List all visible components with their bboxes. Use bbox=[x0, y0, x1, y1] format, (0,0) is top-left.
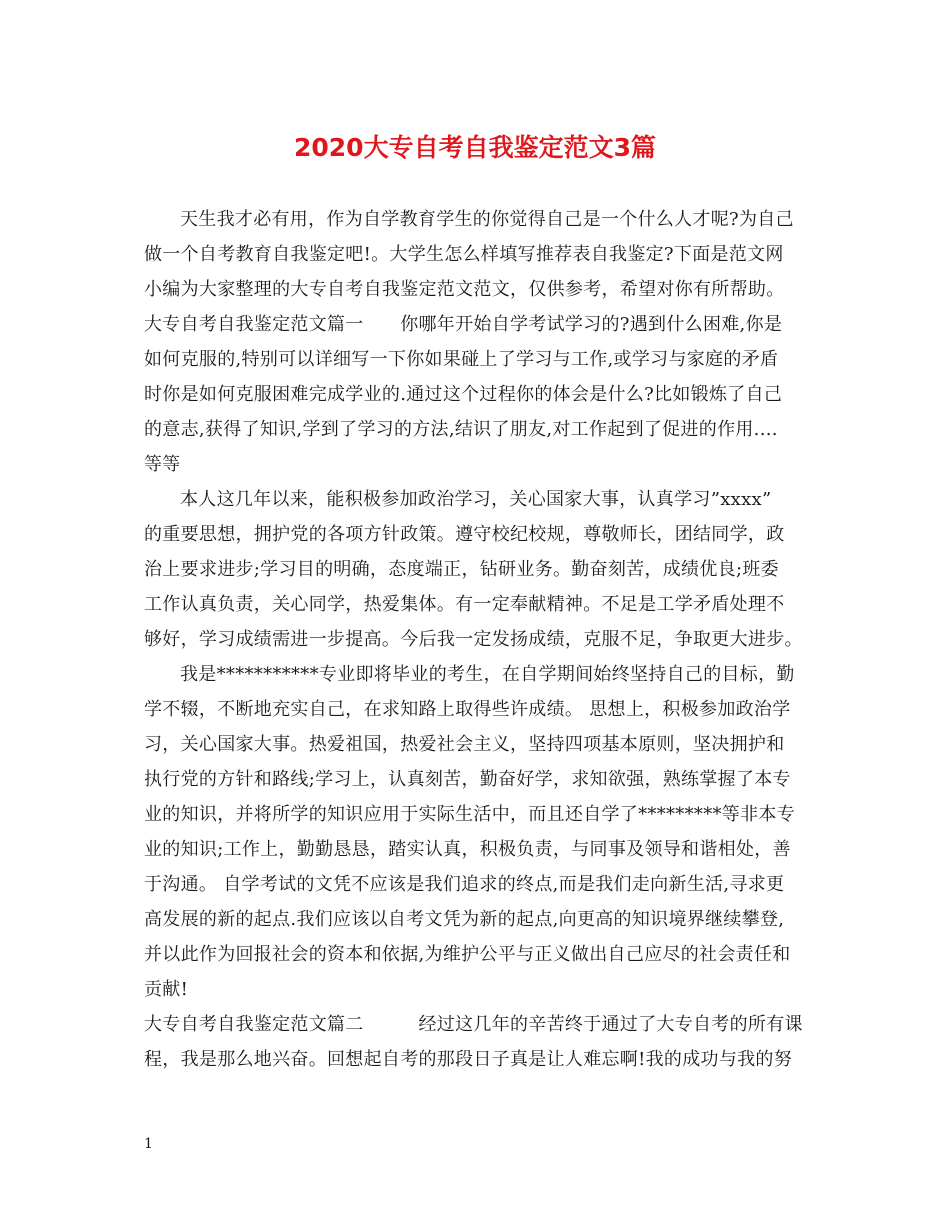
text-line: 学不辍，不断地充实自己，在求知路上取得些许成绩。 思想上，积极参加政治学 bbox=[144, 699, 791, 720]
text-line: 我是***********专业即将毕业的考生，在自学期间始终坚持自己的目标，勤 bbox=[180, 664, 795, 685]
section-heading-line: 大专自考自我鉴定范文篇二 经过这几年的辛苦终于通过了大专自考的所有课 bbox=[144, 1014, 803, 1035]
text-line: 治上要求进步;学习目的明确，态度端正，钻研业务。勤奋刻苦，成绩优良;班委 bbox=[144, 559, 779, 580]
document-body bbox=[144, 202, 814, 1077]
text-line: 并以此作为回报社会的资本和依据,为维护公平与正义做出自己应尽的社会责任和 bbox=[144, 944, 791, 965]
text-line: 高发展的新的起点.我们应该以自考文凭为新的起点,向更高的知识境界继续攀登, bbox=[144, 909, 785, 930]
text-line: 贡献! bbox=[144, 979, 189, 1000]
text-line: 程，我是那么地兴奋。回想起自考的那段日子真是让人难忘啊!我的成功与我的努 bbox=[144, 1049, 793, 1070]
text-line: 本人这几年以来，能积极参加政治学习，关心国家大事，认真学习”xxxx” bbox=[180, 489, 772, 510]
text-line: 小编为大家整理的大专自考自我鉴定范文范文，仅供参考，希望对你有所帮助。 bbox=[144, 279, 785, 300]
text-line: 执行党的方针和路线;学习上，认真刻苦，勤奋好学，求知欲强，熟练掌握了本专 bbox=[144, 769, 791, 790]
text-line: 于沟通。 自学考试的文凭不应该是我们追求的终点,而是我们走向新生活,寻求更 bbox=[144, 874, 785, 895]
text-line: 的重要思想，拥护党的各项方针政策。遵守校纪校规，尊敬师长，团结同学，政 bbox=[144, 524, 785, 545]
page-number: 1 bbox=[144, 1136, 153, 1152]
page-title: 2020大专自考自我鉴定范文3篇 bbox=[294, 133, 656, 162]
text-line: 时你是如何克服困难完成学业的.通过这个过程你的体会是什么?比如锻炼了自己 bbox=[144, 384, 783, 405]
text-line: 等等 bbox=[144, 454, 181, 475]
text-line: 业的知识，并将所学的知识应用于实际生活中，而且还自学了*********等非本专 bbox=[144, 804, 795, 825]
section-heading-line: 大专自考自我鉴定范文篇一 你哪年开始自学考试学习的?遇到什么困难,你是 bbox=[144, 314, 783, 335]
text-line: 做一个自考教育自我鉴定吧!。大学生怎么样填写推荐表自我鉴定?下面是范文网 bbox=[144, 244, 784, 265]
text-line: 工作认真负责，关心同学，热爱集体。有一定奉献精神。不足是工学矛盾处理不 bbox=[144, 594, 785, 615]
text-line: 如何克服的,特别可以详细写一下你如果碰上了学习与工作,或学习与家庭的矛盾 bbox=[144, 349, 779, 370]
text-line: 够好，学习成绩需进一步提高。今后我一定发扬成绩，克服不足，争取更大进步。 bbox=[144, 629, 803, 650]
text-line: 的意志,获得了知识,学到了学习的方法,结识了朋友,对工作起到了促进的作用.... bbox=[144, 419, 778, 440]
text-line: 天生我才必有用，作为自学教育学生的你觉得自己是一个什么人才呢?为自己 bbox=[180, 209, 794, 230]
text-line: 习，关心国家大事。热爱祖国，热爱社会主义，坚持四项基本原则，坚决拥护和 bbox=[144, 734, 785, 755]
text-line: 业的知识;工作上，勤勤恳恳，踏实认真，积极负责，与同事及领导和谐相处，善 bbox=[144, 839, 791, 860]
